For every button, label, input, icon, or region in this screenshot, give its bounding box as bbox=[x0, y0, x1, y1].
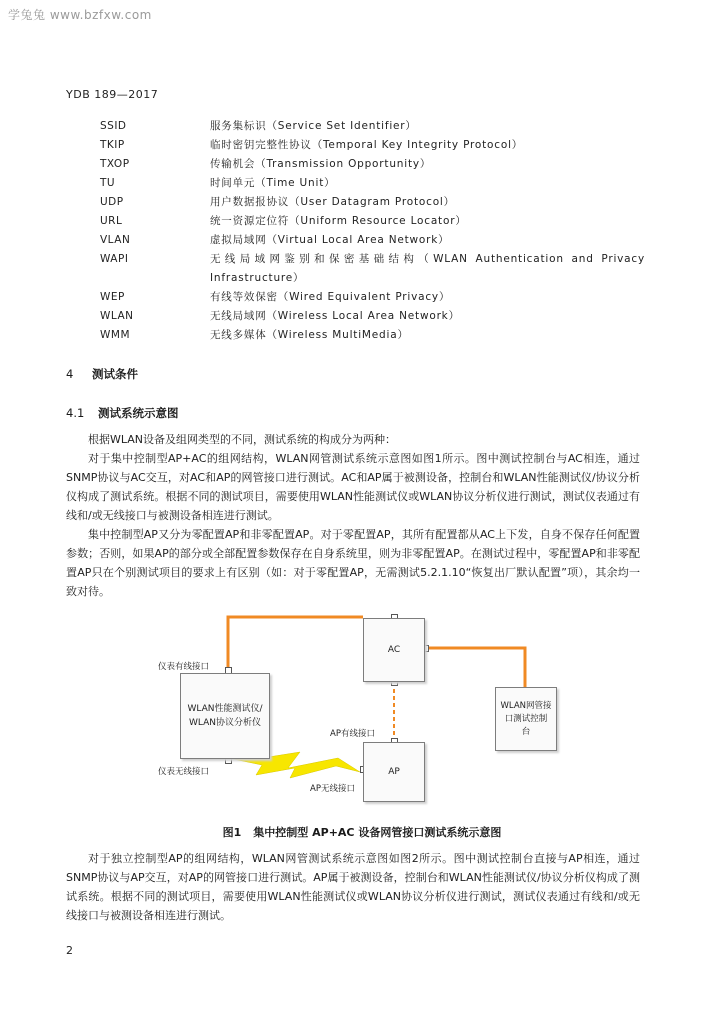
abbreviation-definition: 无线多媒体（Wireless MultiMedia） bbox=[210, 329, 409, 341]
figure-title: 集中控制型 AP+AC 设备网管接口测试系统示意图 bbox=[253, 826, 502, 839]
abbreviation-row bbox=[100, 174, 645, 193]
paragraph: 对于独立控制型AP的组网结构，WLAN网管测试系统示意图如图2所示。图中测试控制台直接与AP相连，通过SNMP协议与AP交互，对AP的网管接口进行测试。AP属于被测设备，控制台和WLAN性能测试仪/协议分析仪构成了测试系统。根据不同的测试项目，需要使用WLAN性能测试仪或WLAN协议分析仪进行测试，测试仪表通过有线和/或无线接口与被测设备相连进行测试。 bbox=[66, 852, 640, 922]
abbreviation-definition: 虚拟局域网（Virtual Local Area Network） bbox=[210, 234, 450, 246]
tester-label-line1: WLAN性能测试仪/ bbox=[187, 704, 263, 714]
section-title: 测试系统示意图 bbox=[98, 406, 179, 420]
section-number: 4.1 bbox=[66, 406, 85, 420]
tester-box bbox=[180, 673, 270, 759]
section-title: 测试条件 bbox=[92, 367, 138, 381]
abbreviation-row bbox=[100, 117, 645, 136]
abbreviation-term: UDP bbox=[100, 196, 124, 208]
console-box bbox=[495, 687, 557, 751]
abbreviation-row bbox=[100, 193, 645, 212]
watermark: 学兔兔 www.bzfxw.com bbox=[8, 8, 152, 22]
abbreviation-term: TKIP bbox=[100, 139, 125, 151]
abbreviation-term: URL bbox=[100, 215, 123, 227]
figure-number: 图1 bbox=[222, 826, 242, 839]
abbreviation-term: WMM bbox=[100, 329, 131, 341]
label-ap-wired: AP有线接口 bbox=[330, 729, 375, 739]
abbreviation-definition: 无线局域网鉴别和保密基础结构（WLAN Authentication and Privacy Infrastructure） bbox=[210, 253, 645, 284]
console-label-line2: 口测试控制 bbox=[504, 713, 548, 724]
abbreviation-row bbox=[100, 326, 645, 345]
abbreviation-definition: 无线局域网（Wireless Local Area Network） bbox=[210, 310, 460, 322]
section-number: 4 bbox=[66, 367, 74, 381]
abbreviation-row bbox=[100, 231, 645, 250]
ap-label: AP bbox=[388, 767, 400, 777]
abbreviation-term: WEP bbox=[100, 291, 125, 303]
abbreviation-term: SSID bbox=[100, 120, 127, 132]
paragraph: 集中控制型AP又分为零配置AP和非零配置AP。对于零配置AP，其所有配置都从AC上下发，自身不保存任何配置参数；否则，如果AP的部分或全部配置参数保存在自身系统里，则为非零配置AP。在测试过程中，零配置AP和非零配置AP只在个别测试项目的要求上有区别（如：对于零配置AP，无需测试5.2.1.10“恢复出厂默认配置”项），其余均一致对待。 bbox=[66, 528, 640, 598]
abbreviation-definition: 用户数据报协议（User Datagram Protocol） bbox=[210, 196, 455, 208]
abbreviation-row bbox=[100, 250, 645, 288]
abbreviation-definition: 临时密钥完整性协议（Temporal Key Integrity Protocol） bbox=[210, 139, 524, 151]
ap-box bbox=[363, 742, 425, 802]
abbreviation-definition: 有线等效保密（Wired Equivalent Privacy） bbox=[210, 291, 451, 303]
abbreviation-term: TXOP bbox=[100, 158, 130, 170]
page-number: 2 bbox=[66, 944, 73, 957]
section-heading-4-1 bbox=[66, 405, 179, 421]
abbreviation-row bbox=[100, 288, 645, 307]
abbreviation-term: TU bbox=[100, 177, 116, 189]
ac-label: AC bbox=[387, 645, 401, 655]
abbreviation-term: WAPI bbox=[100, 253, 129, 265]
console-label-line1: WLAN网管接 bbox=[500, 700, 552, 711]
network-diagram bbox=[150, 608, 570, 820]
abbreviation-row bbox=[100, 307, 645, 326]
document-code: YDB 189—2017 bbox=[66, 88, 159, 101]
abbreviation-definition: 统一资源定位符（Uniform Resource Locator） bbox=[210, 215, 467, 227]
paragraph: 根据WLAN设备及组网类型的不同，测试系统的构成分为两种： bbox=[88, 433, 397, 446]
tester-label-line2: WLAN协议分析仪 bbox=[188, 718, 261, 728]
label-tester-wired: 仪表有线接口 bbox=[158, 662, 210, 672]
label-ap-wireless: AP无线接口 bbox=[310, 784, 355, 794]
ac-box bbox=[363, 618, 425, 682]
label-tester-wireless: 仪表无线接口 bbox=[158, 767, 210, 777]
figure-caption bbox=[0, 824, 724, 840]
wired-link-ac-console bbox=[426, 648, 525, 687]
abbreviation-row bbox=[100, 155, 645, 174]
section-heading-4 bbox=[66, 366, 138, 382]
abbreviation-row bbox=[100, 136, 645, 155]
abbreviation-term: WLAN bbox=[100, 310, 134, 322]
abbreviation-table bbox=[100, 117, 645, 345]
abbreviation-definition: 服务集标识（Service Set Identifier） bbox=[210, 120, 417, 132]
abbreviation-row bbox=[100, 212, 645, 231]
abbreviation-definition: 传输机会（Transmission Opportunity） bbox=[210, 158, 432, 170]
wired-link-tester-ac bbox=[228, 617, 363, 671]
paragraph: 对于集中控制型AP+AC的组网结构，WLAN网管测试系统示意图如图1所示。图中测试控制台与AC相连，通过SNMP协议与AC交互，对AC和AP的网管接口进行测试。AC和AP属于被测设备，控制台和WLAN性能测试仪/协议分析仪构成了测试系统。根据不同的测试项目，需要使用WLAN性能测试仪或WLAN协议分析仪进行测试，测试仪表通过有线和/或无线接口与被测设备相连进行测试。 bbox=[66, 452, 640, 522]
console-label-line3: 台 bbox=[521, 726, 531, 737]
abbreviation-definition: 时间单元（Time Unit） bbox=[210, 177, 336, 189]
abbreviation-term: VLAN bbox=[100, 234, 131, 246]
